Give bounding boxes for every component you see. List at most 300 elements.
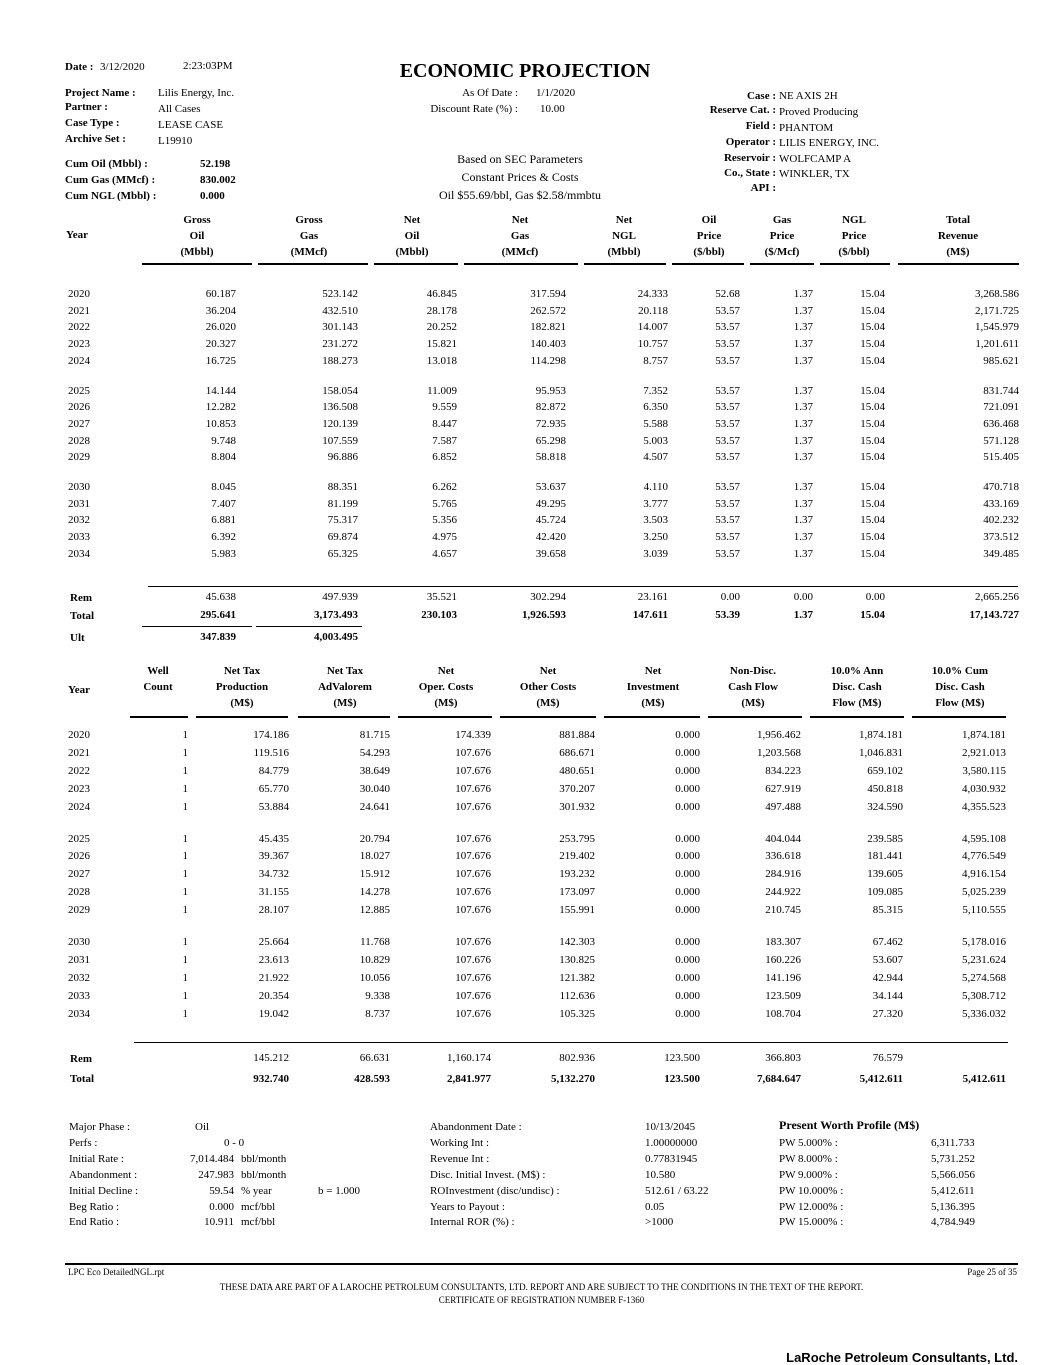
table-cell: 1,201.611 [975,338,1019,351]
rem-cell: 23.161 [637,591,668,603]
pw-value: 5,412.611 [931,1185,975,1197]
project-name-label: Project Name : [65,87,136,99]
table-cell: 174.186 [253,729,289,741]
table-cell: 5.765 [432,497,457,510]
table-row-year: 2028 [68,434,90,447]
table-cell: 39.367 [258,850,289,863]
column-underline [196,716,288,718]
pw-value: 5,731.252 [931,1153,975,1165]
table-cell: 107.676 [455,850,491,863]
archive-set-value: L19910 [158,135,193,147]
table-cell: 141.196 [765,971,801,984]
table-cell: 15.04 [860,321,885,334]
table-cell: 107.559 [322,434,358,447]
summary-left-label: Initial Decline : [69,1185,139,1197]
column-header: (Mbbl) [180,246,214,258]
column-header: Net [615,214,633,226]
table-cell: 1.37 [793,401,813,414]
table-cell: 4,030.932 [962,782,1006,795]
column-underline [130,716,188,718]
table-row-year: 2025 [68,832,90,845]
column-header: Price [769,230,795,242]
rem-cell: 35.521 [426,591,457,603]
table-cell: 8.447 [432,417,457,430]
total-cell: 15.04 [860,609,885,621]
summary-left-unit: % year [241,1185,272,1197]
table-cell: 4.110 [643,481,668,493]
table-row-year: 2032 [68,971,90,984]
column-header: Gas [299,230,319,242]
column-header: Well [147,665,169,677]
table-cell: 4.975 [432,531,457,544]
table-cell: 65.325 [327,547,358,560]
column-header: Production [215,681,269,693]
total-cell: 230.103 [421,609,457,621]
total-cell: 123.500 [664,1073,700,1085]
table-cell: 1,203.568 [757,746,801,759]
basis-line-3: Oil $55.69/bbl, Gas $2.58/mmbtu [439,188,601,202]
discount-rate-label: Discount Rate (%) : [430,103,518,115]
table-cell: 34.732 [258,868,289,881]
column-header: Net [539,665,557,677]
column-header: Price [841,230,867,242]
column-header: Revenue [937,230,979,242]
table-cell: 6.881 [211,514,236,527]
table-row-year: 2030 [68,936,90,948]
total-cell: 428.593 [354,1073,390,1085]
summary-mid-label: Working Int : [430,1137,489,1149]
table-row-year: 2034 [68,547,90,560]
table-cell: 8.804 [211,451,236,464]
cum-oil-label: Cum Oil (Mbbl) : [65,158,148,170]
column-header: NGL [612,230,636,242]
table-cell: 1.37 [793,434,813,447]
table-cell: 53.57 [715,451,740,464]
column-header: Oil [404,230,420,242]
column-header: Total [945,214,971,226]
table-cell: 1.37 [793,481,813,493]
table-cell: 1,046.831 [859,746,903,759]
table-cell: 219.402 [559,850,595,863]
ult-rule [142,626,252,627]
table-cell: 107.676 [455,989,491,1002]
table-cell: 28.178 [426,304,457,317]
table-cell: 183.307 [765,936,801,948]
column-header: (MMcf) [290,246,328,258]
table-cell: 53.57 [715,481,740,493]
table-cell: 5.588 [643,417,668,430]
footer-rule [65,1263,1018,1265]
table-cell: 53.57 [715,321,740,334]
table-cell: 336.618 [765,850,801,863]
table-cell: 1 [182,746,188,759]
table-cell: 404.044 [765,832,801,845]
case-label: Case : [746,90,776,102]
table-cell: 3.039 [643,547,668,560]
table-cell: 15.04 [860,288,885,300]
table-cell: 107.676 [455,936,491,948]
summary-left-unit: bbl/month [241,1169,287,1181]
table-cell: 16.725 [205,354,236,367]
table-cell: 13.018 [426,354,457,367]
column-header: Investment [626,681,680,693]
table-cell: 182.821 [530,321,566,334]
table-cell: 8.045 [211,481,236,493]
table-cell: 114.298 [530,354,566,367]
summary-left-unit: mcf/bbl [241,1216,276,1228]
column-header: Net [403,214,421,226]
report-name: LPC Eco DetailedNGL.rpt [68,1267,165,1277]
table-cell: 53.57 [715,531,740,544]
table-cell: 1 [182,989,188,1002]
table-row-year: 2023 [68,782,90,795]
summary-mid-value: >1000 [645,1216,674,1228]
table-cell: 0.000 [675,782,700,795]
table-cell: 284.916 [765,868,801,881]
table-cell: 480.651 [559,764,595,777]
pw-value: 4,784.949 [931,1216,975,1228]
total-cell: 2,841.977 [447,1073,491,1085]
summary-left-label: End Ratio : [69,1216,120,1228]
table-cell: 10.829 [359,953,390,966]
page-title: ECONOMIC PROJECTION [399,60,651,82]
cum-oil-value: 52.198 [200,158,231,170]
table-cell: 3,580.115 [962,764,1006,777]
table-cell: 1 [182,953,188,966]
as-of-date-label: As Of Date : [462,87,518,99]
table-cell: 5,231.624 [962,953,1006,966]
api-label: API : [750,182,776,194]
rem-cell: 0.00 [720,591,740,603]
table-cell: 301.932 [559,800,595,813]
operator-label: Operator : [725,136,776,148]
table-cell: 15.04 [860,481,885,493]
table-cell: 470.718 [983,481,1019,493]
table-cell: 239.585 [867,832,903,845]
column-underline [374,263,458,265]
table-cell: 0.000 [675,971,700,984]
table-cell: 0.000 [675,729,700,741]
pw-label: PW 12.000% : [779,1201,844,1213]
column-header: (M$) [946,246,970,258]
table-row-year: 2027 [68,417,90,430]
pw-label: PW 15.000% : [779,1216,844,1228]
table-row-year: 2031 [68,497,90,510]
table-cell: 0.000 [675,953,700,966]
table-cell: 107.676 [455,832,491,845]
column-header: ($/Mcf) [764,246,800,258]
table-cell: 24.641 [359,800,390,813]
column-header: Net [644,665,662,677]
table-cell: 15.04 [860,514,885,527]
table-cell: 52.68 [715,288,740,300]
column-header: Other Costs [519,681,577,693]
table-cell: 7.407 [211,497,236,510]
table-cell: 46.845 [426,288,457,300]
reservoir-label: Reservoir : [723,152,776,164]
table-cell: 1.37 [793,304,813,317]
rem-cell: 66.631 [359,1052,390,1064]
column-header: (M$) [741,697,765,709]
table-cell: 20.118 [638,304,668,317]
table-cell: 8.757 [643,354,668,367]
co-state-value: WINKLER, TX [779,168,850,180]
column-header: Price [696,230,722,242]
table-cell: 36.204 [205,304,236,317]
table-cell: 11.768 [360,936,390,948]
table-cell: 5.983 [211,547,236,560]
column-header: Count [143,681,173,693]
column-header: 10.0% Cum [931,665,989,677]
table-cell: 515.405 [983,451,1019,464]
table-cell: 188.273 [322,354,358,367]
table-cell: 5.003 [643,434,668,447]
total-label: Total [70,1073,95,1085]
page-number: Page 25 of 35 [967,1267,1017,1277]
table-cell: 119.516 [253,746,289,759]
table-cell: 112.636 [559,989,595,1002]
table-row-year: 2033 [68,531,90,544]
table-cell: 1,545.979 [975,321,1019,334]
reserve-cat-value: Proved Producing [779,106,859,118]
total-cell: 1.37 [793,609,813,621]
table-cell: 1 [182,936,188,948]
disclaimer: THESE DATA ARE PART OF A LAROCHE PETROLEUM CONSULTANTS, LTD. REPORT AND ARE SUBJECT TO THE CONDITIONS IN THE TEXT OF THE REPORT. [219,1282,864,1292]
table-row-year: 2021 [68,304,90,317]
table-cell: 210.745 [765,904,801,917]
table-cell: 107.676 [455,971,491,984]
table-row-year: 2024 [68,800,90,813]
pw-label: PW 9.000% : [779,1169,838,1181]
table-cell: 105.325 [559,1007,595,1020]
table-cell: 4.657 [432,547,457,560]
table-cell: 45.435 [258,832,289,845]
column-underline [708,716,802,718]
summary-left-label: Abandonment : [69,1169,138,1181]
rem-cell: 0.00 [793,591,813,603]
table-cell: 0.000 [675,886,700,899]
table-cell: 1.37 [793,384,813,397]
column-header: NGL [842,214,866,226]
column-underline [672,263,744,265]
table-cell: 5,025.239 [962,886,1006,899]
table-cell: 450.818 [867,782,903,795]
table-cell: 53.637 [535,481,566,493]
basis-line-2: Constant Prices & Costs [461,170,579,184]
column-header: 10.0% Ann [830,665,884,677]
table-cell: 49.295 [535,497,566,510]
table-cell: 9.748 [211,434,236,447]
co-state-label: Co., State : [724,167,776,179]
present-worth-title: Present Worth Profile (M$) [779,1118,920,1132]
table-cell: 12.282 [205,401,236,414]
table-cell: 53.57 [715,417,740,430]
table-cell: 53.884 [258,800,289,813]
table-cell: 1.37 [793,547,813,560]
as-of-date-value: 1/1/2020 [536,87,576,99]
table-cell: 0.000 [675,764,700,777]
total-cell: 147.611 [632,609,668,621]
table-cell: 26.020 [205,321,236,334]
table-cell: 107.676 [455,1007,491,1020]
reserve-cat-label: Reserve Cat. : [709,104,776,116]
table-cell: 8.737 [365,1007,390,1020]
table-cell: 14.278 [359,886,390,899]
table-cell: 6.350 [643,401,668,414]
table-cell: 317.594 [530,288,566,300]
table-cell: 4,916.154 [962,868,1006,881]
table-cell: 432.510 [322,304,358,317]
partner-label: Partner : [65,101,108,113]
column-header: Flow (M$) [832,697,882,709]
table-cell: 523.142 [322,288,358,300]
table-cell: 25.664 [258,936,289,948]
time-value: 2:23:03PM [183,60,233,72]
summary-mid-value: 0.05 [645,1201,665,1213]
total-cell: 932.740 [253,1073,289,1085]
table-cell: 1 [182,850,188,863]
column-underline [604,716,700,718]
year-header: Year [66,229,88,241]
rem-cell: 802.936 [559,1052,595,1064]
cum-ngl-label: Cum NGL (Mbbl) : [65,190,157,202]
summary-mid-value: 10.580 [645,1169,676,1181]
column-header: (M$) [434,697,458,709]
table-cell: 15.04 [860,384,885,397]
table-cell: 1.37 [793,451,813,464]
column-underline [500,716,596,718]
table-cell: 15.04 [860,304,885,317]
column-header: Oil [701,214,717,226]
column-underline [142,263,252,265]
ult-label: Ult [70,632,85,644]
table-cell: 15.821 [426,338,457,351]
table-cell: 497.488 [765,800,801,813]
table-cell: 14.144 [205,384,236,397]
case-value: NE AXIS 2H [779,90,838,102]
column-header: Net [511,214,529,226]
total-label: Total [70,610,95,622]
table-row-year: 2025 [68,384,90,397]
table-cell: 0.000 [675,832,700,845]
table-cell: 349.485 [983,547,1019,560]
table-row-year: 2026 [68,850,90,863]
company-name: LaRoche Petroleum Consultants, Ltd. [786,1350,1018,1365]
column-header: Oil [189,230,205,242]
column-header: ($/bbl) [693,246,725,258]
table-row-year: 2030 [68,481,90,493]
summary-mid-label: Abandonment Date : [430,1121,522,1133]
table-cell: 1 [182,868,188,881]
table-cell: 88.351 [327,481,358,493]
table-cell: 1 [182,782,188,795]
table-cell: 1.37 [793,354,813,367]
table-cell: 53.57 [715,304,740,317]
table-cell: 19.042 [258,1007,289,1020]
rem-label: Rem [70,592,92,604]
table-cell: 108.704 [765,1007,801,1020]
table-cell: 84.779 [258,764,289,777]
table-cell: 0.000 [675,936,700,948]
table-cell: 18.027 [359,850,390,863]
table-cell: 23.613 [258,953,289,966]
table-row-year: 2023 [68,338,90,351]
total-cell: 53.39 [715,609,740,621]
rem-cell: 2,665.256 [975,591,1019,603]
table-cell: 1.37 [793,338,813,351]
table-cell: 123.509 [765,989,801,1002]
rem-rule [148,586,1018,587]
table-cell: 65.770 [258,782,289,795]
table-cell: 107.676 [455,782,491,795]
operator-value: LILIS ENERGY, INC. [779,137,880,149]
table-cell: 1.37 [793,417,813,430]
table-cell: 107.676 [455,886,491,899]
ult-cell: 347.839 [200,631,236,643]
column-header: Oper. Costs [418,681,474,693]
field-label: Field : [745,120,776,132]
table-cell: 373.512 [983,531,1019,544]
table-cell: 107.676 [455,904,491,917]
cum-ngl-value: 0.000 [200,190,225,202]
table-cell: 20.794 [359,832,390,845]
table-cell: 31.155 [258,886,289,899]
summary-mid-value: 512.61 / 63.22 [645,1185,709,1197]
table-cell: 107.676 [455,800,491,813]
summary-mid-label: Years to Payout : [430,1201,505,1213]
table-row-year: 2029 [68,904,90,917]
total-cell: 5,412.611 [859,1073,903,1085]
table-row-year: 2026 [68,401,90,414]
table-row-year: 2031 [68,953,90,966]
table-cell: 38.649 [359,764,390,777]
table-cell: 139.605 [867,868,903,881]
table-cell: 1.37 [793,321,813,334]
discount-rate-value: 10.00 [540,103,565,115]
table-cell: 985.621 [983,354,1019,367]
table-cell: 72.935 [535,417,566,430]
table-cell: 5,274.568 [962,971,1006,984]
table-cell: 0.000 [675,989,700,1002]
column-header: Gross [295,214,323,226]
b-factor: b = 1.000 [318,1185,360,1197]
table-cell: 2,171.725 [975,304,1019,317]
table-cell: 155.991 [559,904,595,917]
table-cell: 45.724 [535,514,566,527]
rem-cell: 145.212 [253,1052,289,1064]
summary-mid-value: 0.77831945 [645,1153,698,1165]
table-cell: 109.085 [867,886,903,899]
column-underline [898,263,1019,265]
column-header: (MMcf) [501,246,539,258]
table-cell: 158.054 [322,384,358,397]
table-cell: 53.57 [715,514,740,527]
table-cell: 107.676 [455,764,491,777]
table-row-year: 2027 [68,868,90,881]
table-cell: 10.757 [637,338,668,351]
table-cell: 231.272 [322,338,358,351]
certificate: CERTIFICATE OF REGISTRATION NUMBER F-1360 [438,1295,645,1305]
reservoir-value: WOLFCAMP A [779,153,852,165]
table-cell: 5,308.712 [962,989,1006,1002]
table-cell: 571.128 [983,434,1019,447]
table-row-year: 2034 [68,1007,90,1020]
column-underline [820,263,890,265]
table-cell: 121.382 [559,971,595,984]
table-cell: 1,874.181 [859,729,903,741]
table-cell: 4,776.549 [962,850,1006,863]
table-cell: 20.354 [258,989,289,1002]
